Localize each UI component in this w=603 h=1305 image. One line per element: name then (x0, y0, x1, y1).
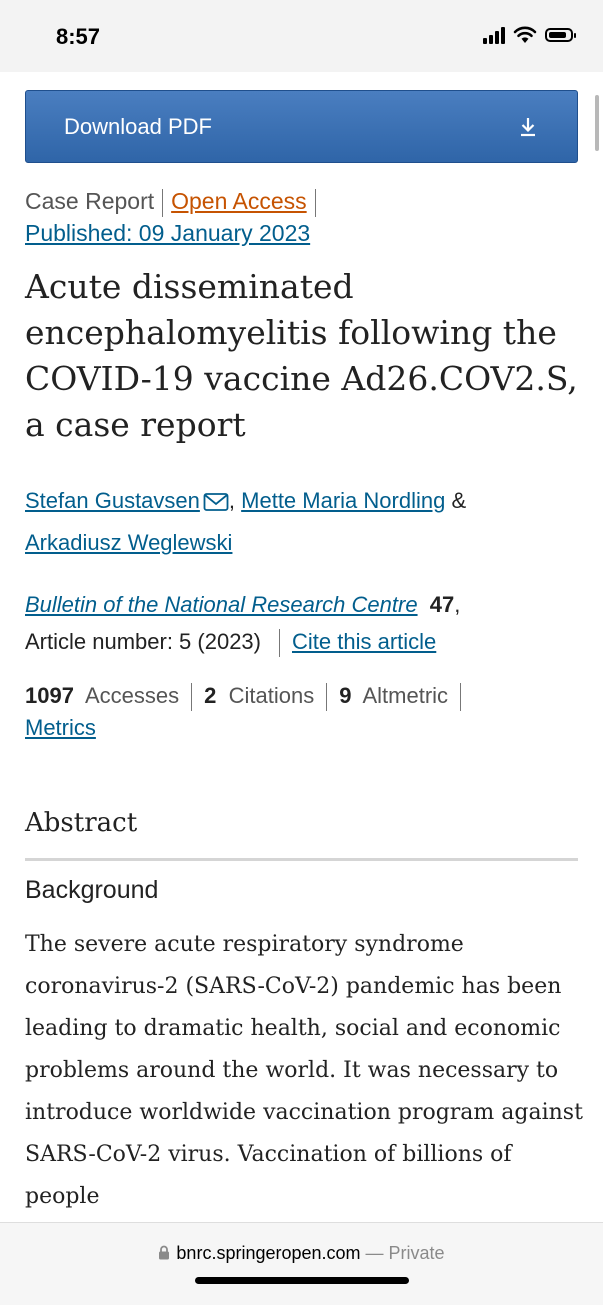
altmetric-count: 9 (339, 683, 352, 708)
accesses-label: Accesses (84, 683, 180, 708)
divider (460, 683, 461, 711)
download-pdf-label: Download PDF (64, 113, 212, 139)
email-icon[interactable] (203, 492, 229, 512)
journal-link[interactable]: Bulletin of the National Research Centre (25, 592, 418, 617)
download-icon (517, 116, 539, 138)
status-icons (483, 26, 573, 44)
wifi-icon (513, 26, 537, 44)
background-heading: Background (25, 876, 159, 904)
cite-this-article-link[interactable]: Cite this article (292, 629, 437, 654)
abstract-heading: Abstract (25, 808, 138, 838)
status-time: 8:57 (56, 24, 101, 49)
scrollbar[interactable] (595, 95, 599, 151)
private-mode-label: — Private (365, 1243, 445, 1263)
author-separator: , (228, 488, 236, 513)
open-access-link[interactable]: Open Access (171, 188, 307, 214)
altmetric-label: Altmetric (362, 683, 449, 708)
published-date-link[interactable]: Published: 09 January 2023 (25, 220, 311, 246)
article-metrics (25, 680, 585, 744)
citations-label: Citations (228, 683, 315, 708)
divider (162, 189, 163, 217)
article-number: Article number: 5 (2023) (25, 629, 261, 654)
article-type: Case Report (25, 188, 155, 214)
url-text: bnrc.springeropen.com (176, 1243, 361, 1263)
address-bar[interactable] (0, 1243, 603, 1264)
divider (326, 683, 327, 711)
author-link[interactable]: Mette Maria Nordling (241, 488, 446, 513)
section-divider (25, 858, 578, 861)
lock-icon (158, 1245, 170, 1260)
home-indicator[interactable] (195, 1277, 409, 1284)
author-list (25, 480, 585, 564)
article-title: Acute disseminated encephalomyelitis following the COVID-19 vaccine Ad26.COV2.S, a case report (25, 267, 578, 444)
author-separator: & (451, 488, 467, 513)
download-pdf-button[interactable] (25, 90, 578, 163)
author-link[interactable]: Stefan Gustavsen (25, 488, 200, 513)
status-bar (0, 0, 603, 72)
citations-count: 2 (204, 683, 217, 708)
battery-icon (545, 28, 573, 42)
article-meta (25, 188, 324, 217)
cellular-signal-icon (483, 27, 505, 44)
abstract-text: The severe acute respiratory syndrome coronavirus-2 (SARS-CoV-2) pandemic has been leading to dramatic health, social and economic problems around the world. It was necessary to introduce worldwide vaccination program against SARS-CoV-2 virus. Vaccination of billions of people (25, 932, 583, 1209)
author-link[interactable]: Arkadiusz Weglewski (25, 530, 233, 555)
citation-info: Bulletin of the National Research Centre 47, Article number: 5 (2023) Cite this article (25, 586, 585, 660)
volume-number: 47 (429, 592, 455, 617)
metrics-link[interactable]: Metrics (25, 715, 96, 740)
published-row (25, 220, 310, 247)
divider (315, 189, 316, 217)
divider (191, 683, 192, 711)
divider (279, 629, 280, 657)
browser-bottom-bar (0, 1222, 603, 1305)
accesses-count: 1097 (25, 683, 74, 708)
